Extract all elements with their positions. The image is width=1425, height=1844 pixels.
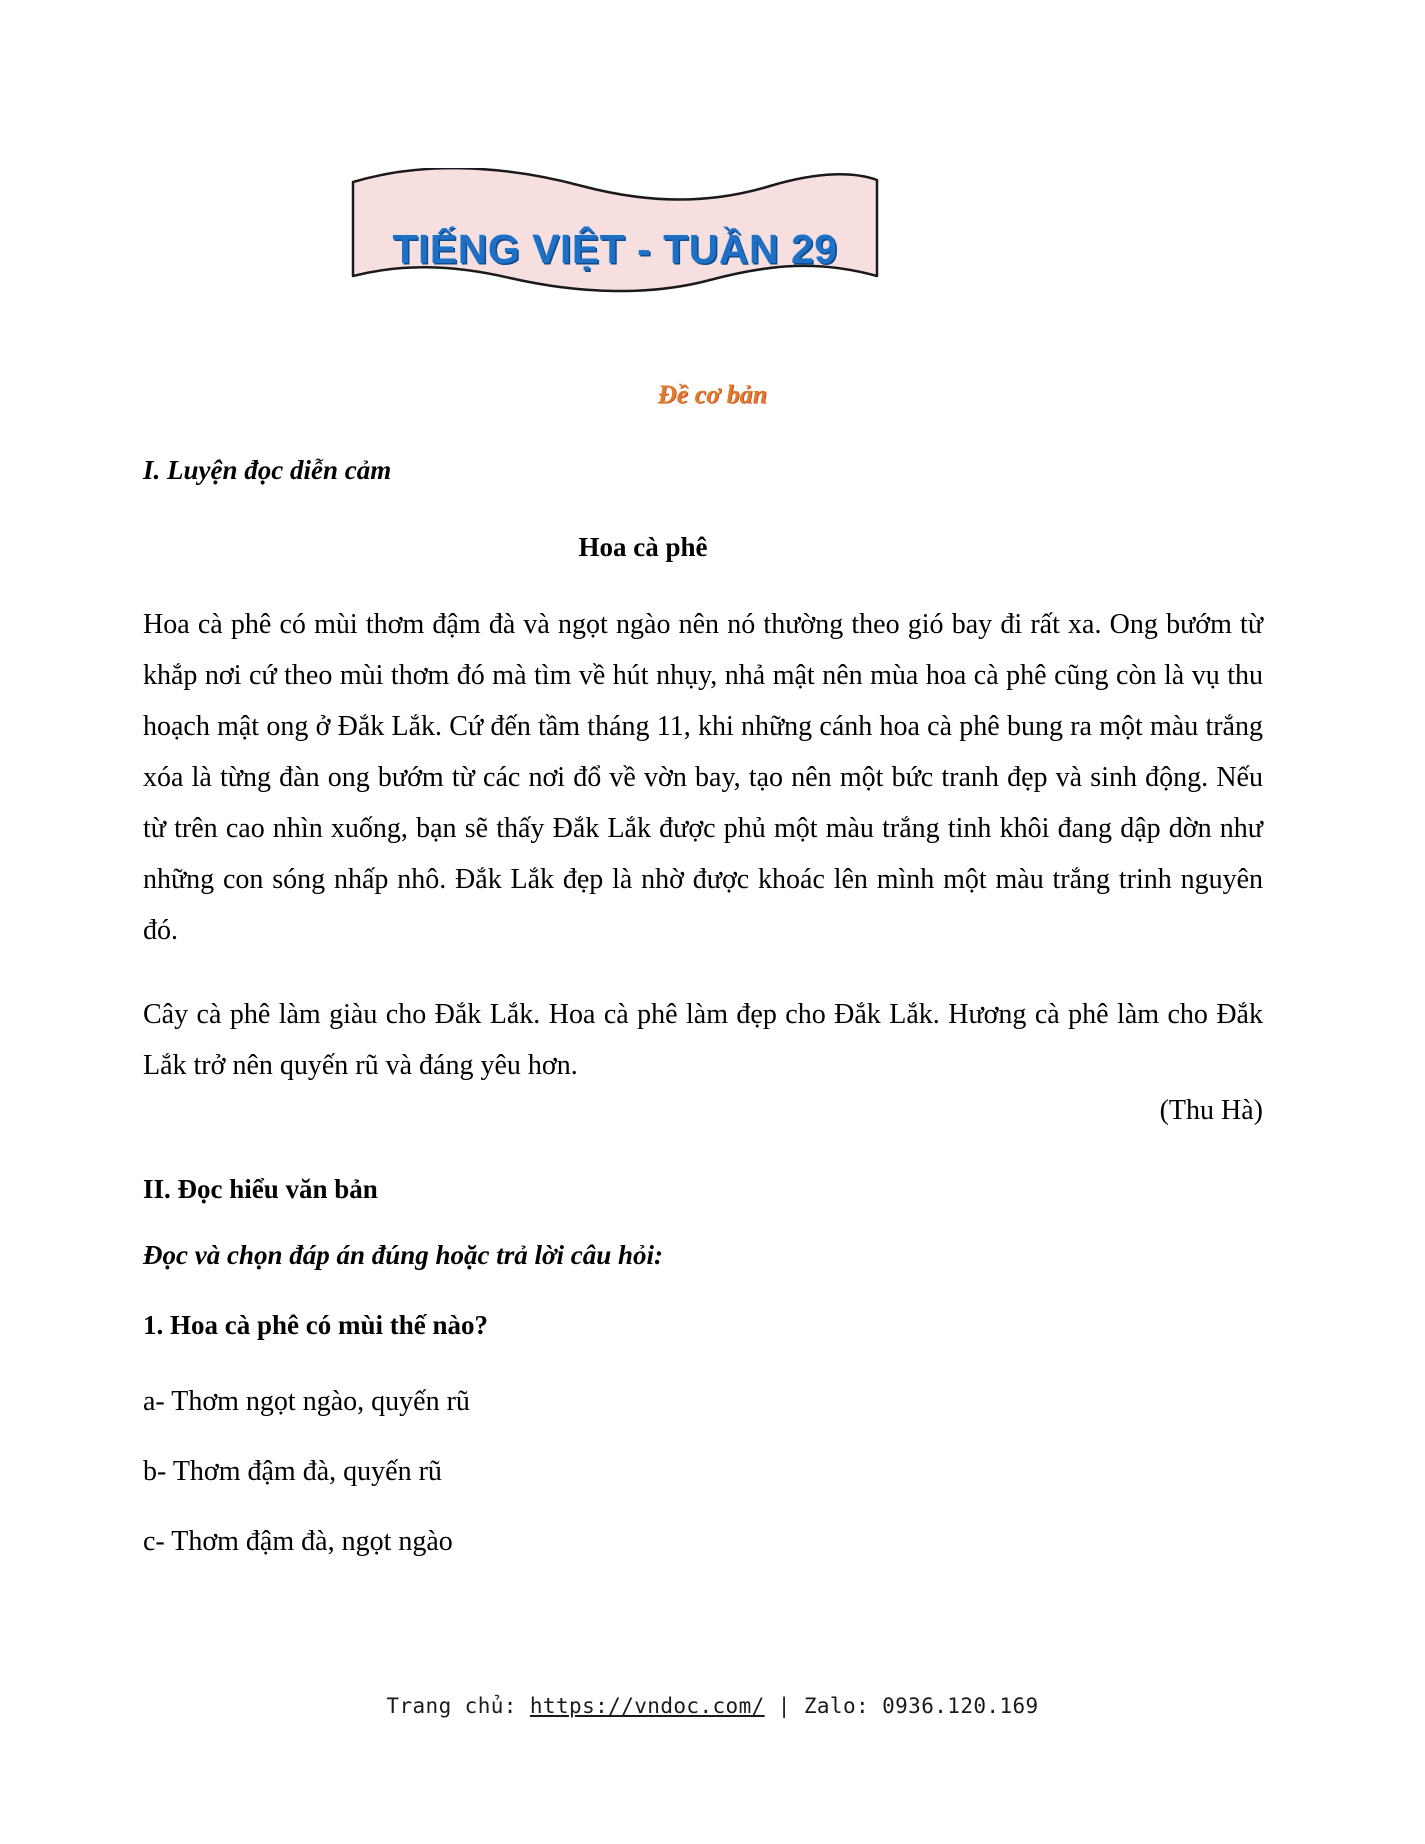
banner-title-text: TIẾNG VIỆT - TUẦN 29 [392,226,838,272]
subtitle-de-co-ban: Đề cơ bản [657,380,768,409]
reading-passage-title: Hoa cà phê [578,532,708,562]
instruction-text: Đọc và chọn đáp án đúng hoặc trả lời câu hỏi: [143,1240,664,1270]
answer-option-a[interactable]: a- Thơm ngọt ngào, quyến rũ [143,1386,470,1417]
passage-paragraph-2: Cây cà phê làm giàu cho Đắk Lắk. Hoa cà phê làm đẹp cho Đắk Lắk. Hương cà phê làm cho Đắk Lắk trở nên quyến rũ và đáng yêu hơn. [143,999,1263,1081]
footer-zalo: Zalo: 0936.120.169 [803,1694,1039,1718]
section-one-heading: I. Luyện đọc diễn cảm [143,455,392,485]
footer-prefix: Trang chủ: [386,1694,530,1718]
section-two-heading: II. Đọc hiểu văn bản [143,1174,378,1204]
passage-paragraph-1: Hoa cà phê có mùi thơm đậm đà và ngọt ngào nên nó thường theo gió bay đi rất xa. Ong bướm từ khắp nơi cứ theo mùi thơm đó mà tìm về hút nhụy, nhả mật nên mùa hoa cà phê cũng còn là vụ thu hoạch mật ong ở Đắk Lắk. Cứ đến tầm tháng 11, khi những cánh hoa cà phê bung ra một màu trắng xóa là từng đàn ong bướm từ các nơi đổ về vờn bay, tạo nên một bức tranh đẹp và sinh động. Nếu từ trên cao nhìn xuống, bạn sẽ thấy Đắk Lắk được phủ một màu trắng tinh khôi đang dập dờn như những con sóng nhấp nhô. Đắk Lắk đẹp là nhờ được khoác lên mình một màu trắng trinh nguyên đó. [143,609,1263,946]
answer-option-c[interactable]: c- Thơm đậm đà, ngọt ngào [143,1526,453,1557]
answer-option-b[interactable]: b- Thơm đậm đà, quyến rũ [143,1456,442,1487]
question-1: 1. Hoa cà phê có mùi thế nào? [143,1310,489,1340]
title-banner [350,168,880,363]
passage-attribution: (Thu Hà) [1159,1095,1263,1126]
page-footer [0,1694,1425,1718]
footer-url-link[interactable]: https://vndoc.com/ [529,1694,765,1718]
footer-separator: | [764,1694,804,1718]
